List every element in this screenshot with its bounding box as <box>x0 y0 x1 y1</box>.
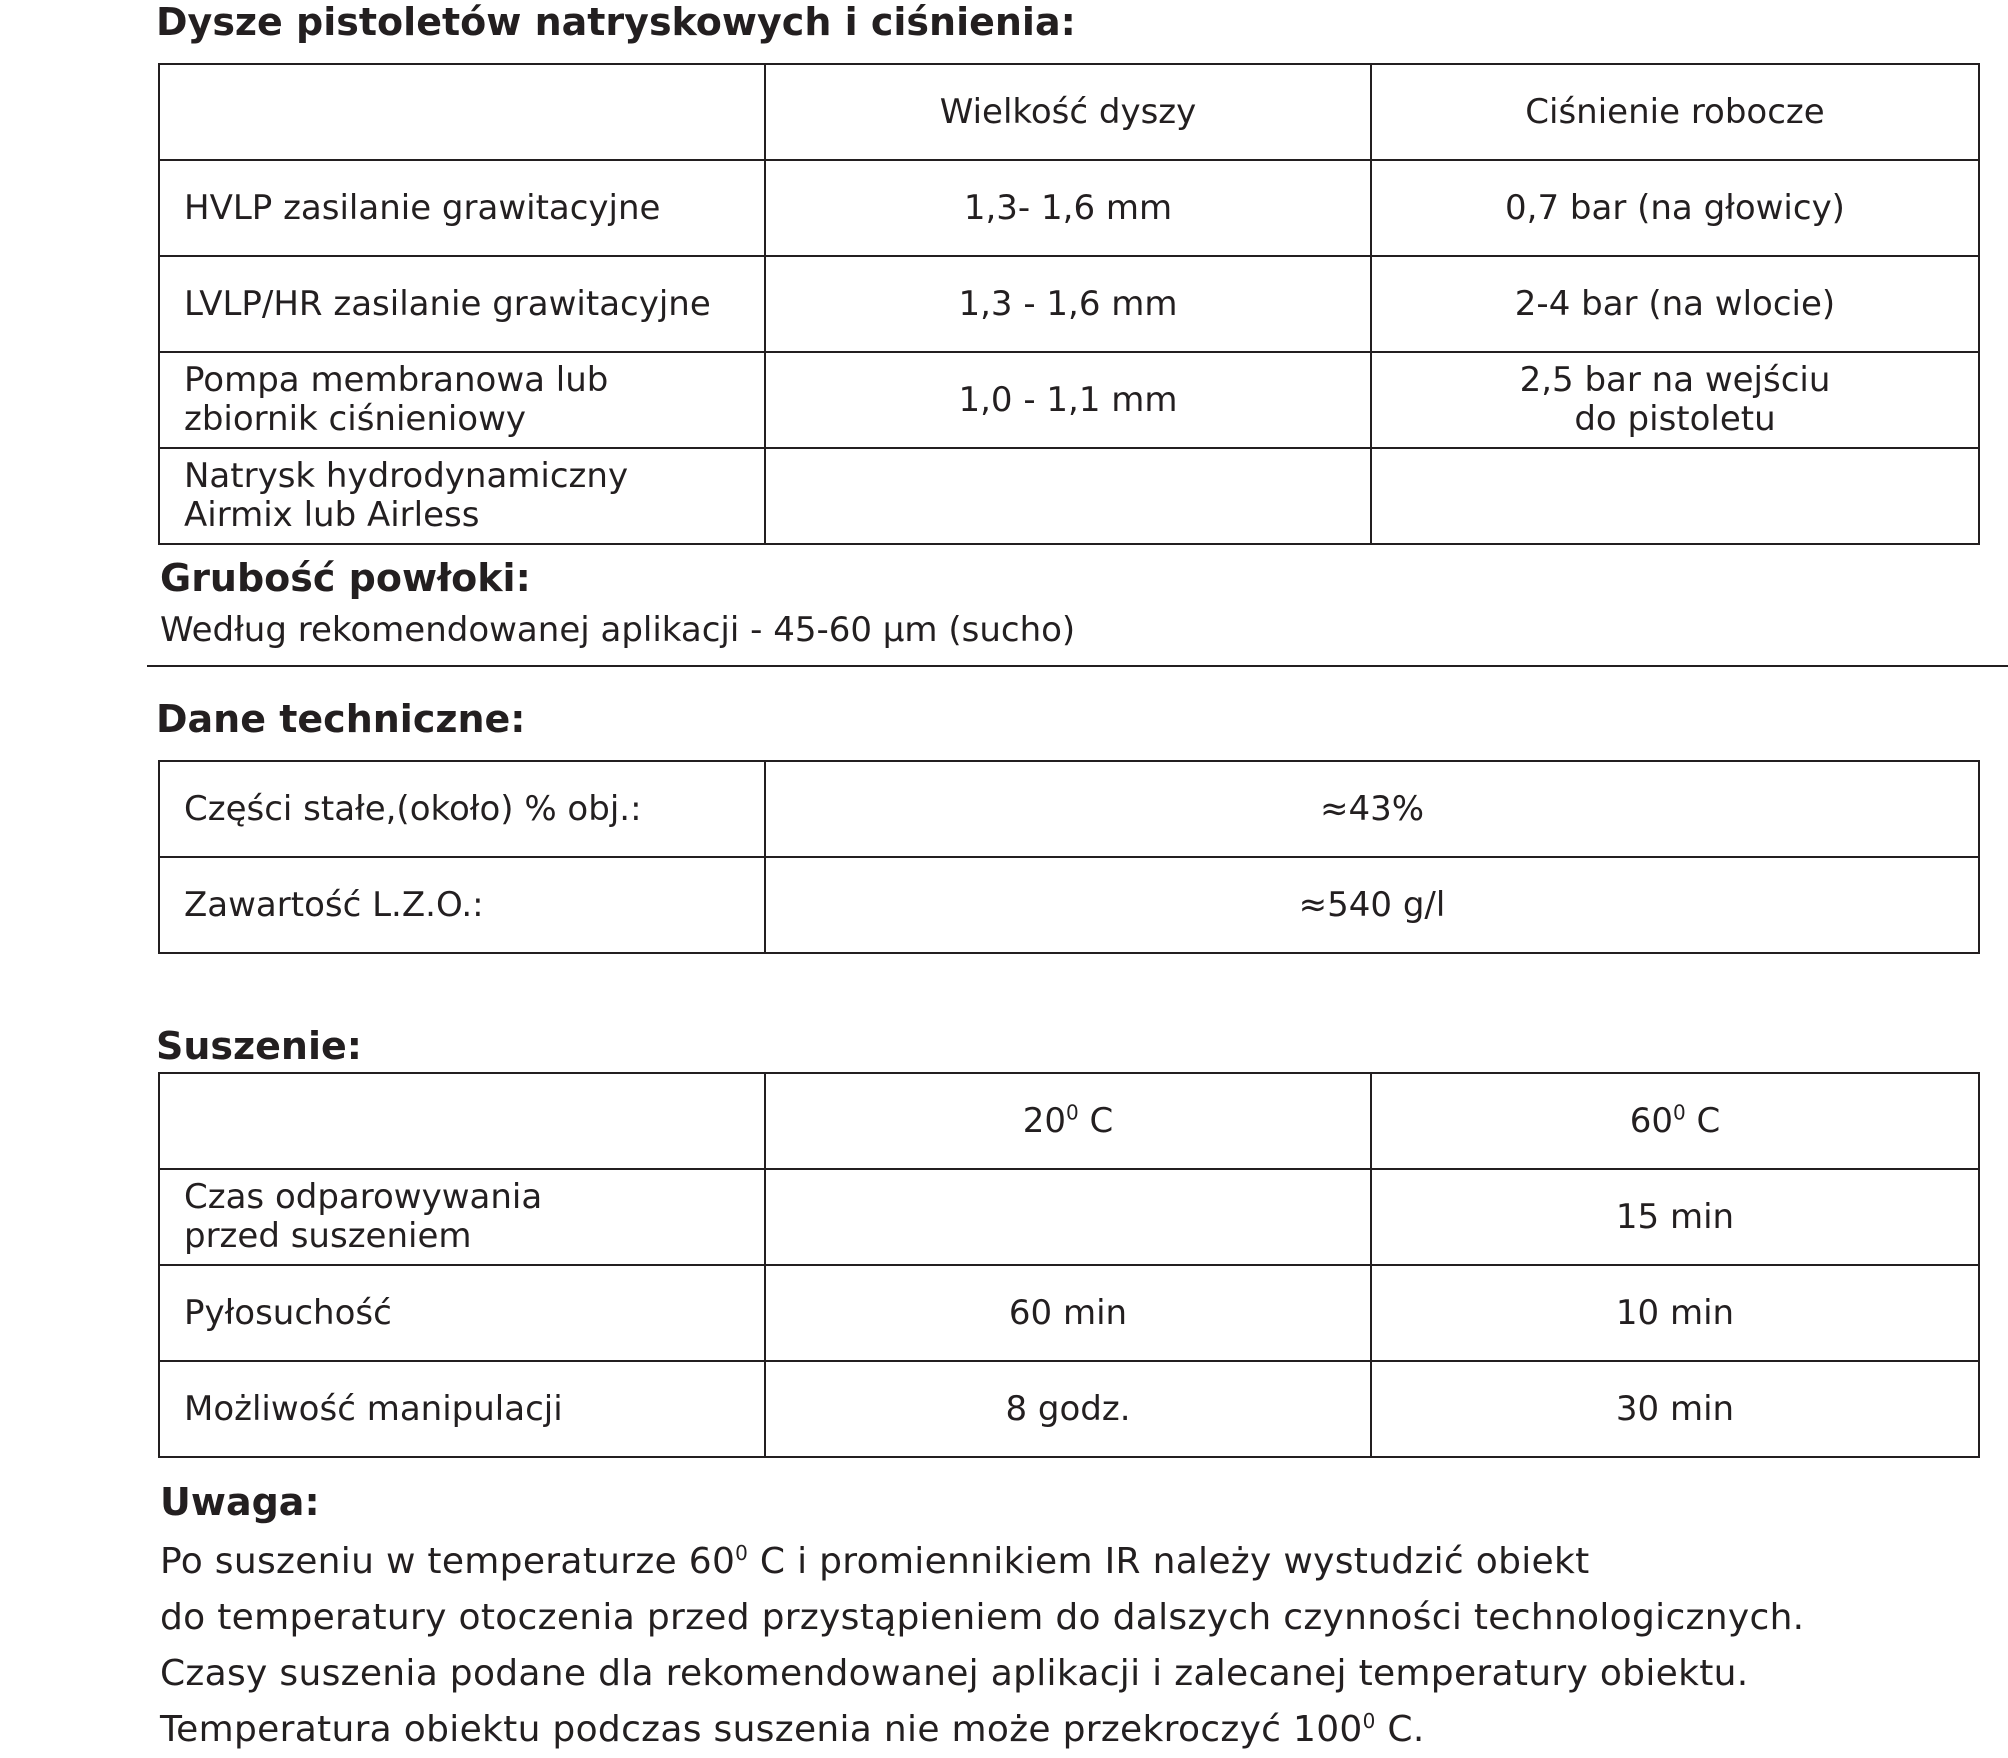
table-header-row <box>159 1073 1979 1169</box>
header-working-pressure: Ciśnienie robocze <box>1371 64 1979 160</box>
time-60c-value: 15 min <box>1371 1169 1979 1265</box>
pressure-value: 0,7 bar (na głowicy) <box>1371 160 1979 256</box>
drying-title: Suszenie: <box>156 1024 362 1068</box>
nozzle-size-value <box>765 448 1371 544</box>
degree-mark: 0 <box>1672 1100 1686 1125</box>
note-text: Po suszeniu w temperaturze 60 <box>160 1541 736 1582</box>
header-nozzle-size: Wielkość dyszy <box>765 64 1371 160</box>
row-label: HVLP zasilanie grawitacyjne <box>159 160 765 256</box>
thickness-text: Według rekomendowanej aplikacji - 45-60 µm (sucho) <box>160 610 1076 650</box>
row-label: Pompa membranowa lub zbiornik ciśnieniowy <box>159 352 765 448</box>
row-label: Możliwość manipulacji <box>159 1361 765 1457</box>
degree-mark: 0 <box>735 1541 749 1565</box>
row-label: Czas odparowywania przed suszeniem <box>159 1169 765 1265</box>
nozzles-title: Dysze pistoletów natryskowych i ciśnienia: <box>156 0 1076 44</box>
row-label: Natrysk hydrodynamiczny Airmix lub Airless <box>159 448 765 544</box>
nozzle-size-value: 1,0 - 1,1 mm <box>765 352 1371 448</box>
table-row <box>159 160 1979 256</box>
pressure-value: 2,5 bar na wejściu do pistoletu <box>1371 352 1979 448</box>
note-line: do temperatury otoczenia przed przystąpieniem do dalszych czynności technologicznych. <box>160 1597 1805 1638</box>
note-line: Czasy suszenia podane dla rekomendowanej aplikacji i zalecanej temperatury obiektu. <box>160 1653 1749 1694</box>
voc-value: ≈540 g/l <box>765 857 1979 953</box>
header-cell-empty <box>159 1073 765 1169</box>
temp-value: 60 <box>1629 1100 1673 1141</box>
note-text: C i promiennikiem IR należy wystudzić obiekt <box>748 1541 1590 1582</box>
time-60c-value: 30 min <box>1371 1361 1979 1457</box>
time-60c-value: 10 min <box>1371 1265 1979 1361</box>
nozzles-table <box>158 63 1980 545</box>
pressure-value: 2-4 bar (na wlocie) <box>1371 256 1979 352</box>
table-row <box>159 1265 1979 1361</box>
temp-unit: C <box>1078 1100 1114 1141</box>
table-header-row <box>159 64 1979 160</box>
time-20c-value <box>765 1169 1371 1265</box>
table-row <box>159 256 1979 352</box>
note-text: Temperatura obiektu podczas suszenia nie może przekroczyć 100 <box>160 1709 1363 1750</box>
solids-value: ≈43% <box>765 761 1979 857</box>
drying-table <box>158 1072 1980 1458</box>
header-cell-empty <box>159 64 765 160</box>
temp-unit: C <box>1685 1100 1721 1141</box>
technical-table <box>158 760 1980 954</box>
table-row <box>159 761 1979 857</box>
row-label: Części stałe,(około) % obj.: <box>159 761 765 857</box>
table-row <box>159 1169 1979 1265</box>
time-20c-value: 8 godz. <box>765 1361 1371 1457</box>
nozzle-size-value: 1,3- 1,6 mm <box>765 160 1371 256</box>
row-label: Zawartość L.Z.O.: <box>159 857 765 953</box>
degree-mark: 0 <box>1065 1100 1079 1125</box>
table-row <box>159 352 1979 448</box>
note-line <box>160 1534 2000 1590</box>
table-row <box>159 1361 1979 1457</box>
pressure-value <box>1371 448 1979 544</box>
temp-value: 20 <box>1022 1100 1066 1141</box>
table-row <box>159 448 1979 544</box>
nozzle-size-value: 1,3 - 1,6 mm <box>765 256 1371 352</box>
degree-mark: 0 <box>1362 1709 1376 1733</box>
row-label: Pyłosuchość <box>159 1265 765 1361</box>
thickness-title: Grubość powłoki: <box>160 556 531 600</box>
note-body <box>160 1534 2000 1758</box>
row-label: LVLP/HR zasilanie grawitacyjne <box>159 256 765 352</box>
header-temp-20 <box>765 1073 1371 1169</box>
technical-title: Dane techniczne: <box>156 697 526 741</box>
table-row <box>159 857 1979 953</box>
note-title: Uwaga: <box>160 1480 320 1524</box>
section-divider <box>147 665 2008 667</box>
header-temp-60 <box>1371 1073 1979 1169</box>
time-20c-value: 60 min <box>765 1265 1371 1361</box>
note-text: C. <box>1375 1709 1425 1750</box>
